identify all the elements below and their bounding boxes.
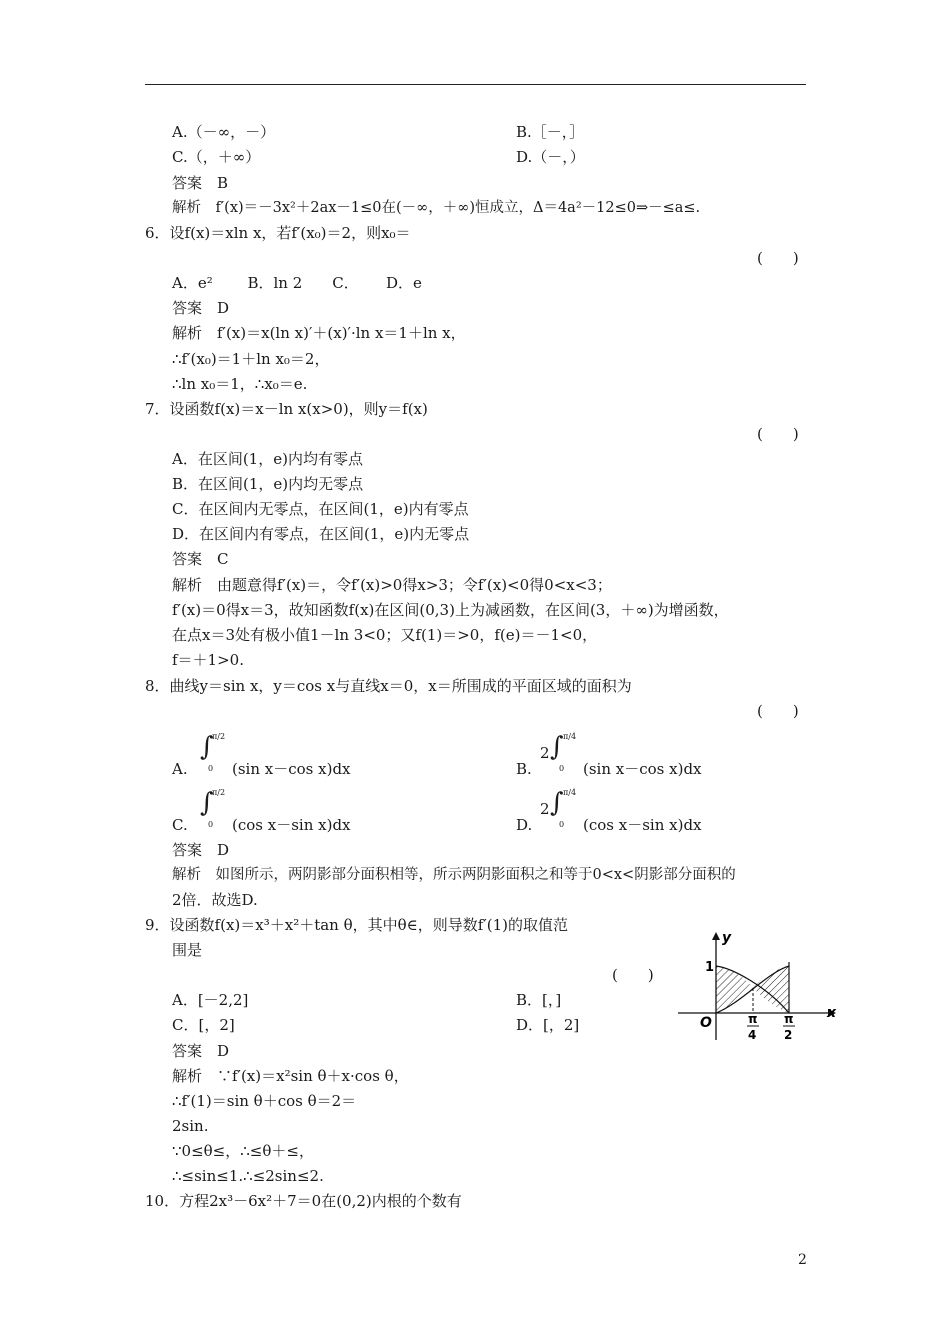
q6-paren: ( ): [757, 249, 799, 267]
q7-answer: 答案 C: [172, 550, 229, 568]
q8-option-b-lower-limit: 0: [559, 764, 565, 773]
q8-answer: 答案 D: [172, 841, 230, 859]
q9-analysis-5: ∴≤sin≤1.∴≤2sin≤2.: [172, 1167, 324, 1185]
q8-option-a-upper-limit: π/2: [212, 732, 226, 741]
q8-option-b-coefficient: 2: [540, 744, 550, 762]
q7-analysis-2: f′(x)＝0得x＝3，故知函数f(x)在区间(0,3)上为减函数，在区间(3，＋∞)为增函数，: [172, 601, 729, 619]
q8-stem: 8．曲线y＝sin x，y＝cos x与直线x＝0，x＝所围成的平面区域的面积为: [145, 677, 632, 695]
q6-analysis-2: ∴f′(x₀)＝1＋ln x₀＝2，: [172, 350, 330, 368]
q5-option-c: C.（，＋∞）: [172, 148, 261, 166]
q6-options: A．e² B．ln 2 C． D．e: [172, 274, 422, 292]
q8-option-b-integrand: (sin x－cos x)dx: [583, 760, 702, 778]
q6-analysis-3: ∴ln x₀＝1，∴x₀＝e.: [172, 375, 308, 393]
pi-over-4-numerator: π: [748, 1012, 758, 1026]
q9-option-b: B．[，]: [516, 991, 562, 1009]
pi-over-4-denominator: 4: [748, 1028, 757, 1042]
q7-option-a: A．在区间(1，e)内均有零点: [172, 450, 363, 468]
q8-option-d-lower-limit: 0: [559, 820, 565, 829]
q8-option-a-label: A.: [172, 760, 188, 778]
pi-over-2-numerator: π: [784, 1012, 794, 1026]
q8-paren: ( ): [757, 702, 799, 720]
q8-option-b-upper-limit: π/4: [563, 732, 577, 741]
q9-option-c: C．[，2]: [172, 1016, 235, 1034]
q8-option-b-label: B.: [516, 760, 532, 778]
q8-option-c-upper-limit: π/2: [212, 788, 226, 797]
q7-paren: ( ): [757, 425, 799, 443]
q8-option-d-upper-limit: π/4: [563, 788, 577, 797]
integral-sign-icon: ∫: [200, 788, 214, 818]
y-tick-one: 1: [705, 960, 715, 975]
shaded-region-right: [753, 966, 789, 1013]
q8-analysis-2: 2倍．故选D.: [172, 891, 258, 909]
q9-analysis-2: ∴f′(1)＝sin θ＋cos θ＝2＝: [172, 1092, 357, 1110]
q9-stem-2: 围是: [172, 941, 203, 959]
q6-stem: 6．设f(x)＝xln x，若f′(x₀)＝2，则x₀＝: [145, 224, 411, 242]
q8-option-a-integrand: (sin x－cos x)dx: [232, 760, 351, 778]
q5-option-a: A.（－∞，－）: [172, 123, 276, 141]
shaded-region-left: [716, 966, 753, 1013]
x-axis-label: x: [827, 1005, 837, 1021]
q9-analysis-1: 解析 ∵f′(x)＝x²sin θ＋x·cos θ，: [172, 1067, 409, 1085]
q8-analysis-1: 解析 如图所示，两阴影部分面积相等，所示两阴影面积之和等于0<x<阴影部分面积的: [172, 867, 736, 883]
integral-sign-icon: ∫: [550, 732, 564, 762]
sin-cos-area-figure: [670, 922, 850, 1047]
q5-analysis: 解析 f′(x)＝－3x²＋2ax－1≤0在(－∞，＋∞)恒成立，Δ＝4a²－12≤0⇒－≤a≤.: [172, 200, 701, 216]
q7-analysis-3: 在点x＝3处有极小值1－ln 3<0；又f(1)＝>0，f(e)＝－1<0，: [172, 626, 598, 644]
q9-stem-1: 9．设函数f(x)＝x³＋x²＋tan θ，其中θ∈，则导数f′(1)的取值范: [145, 916, 568, 934]
q8-option-d-integrand: (cos x－sin x)dx: [583, 816, 702, 834]
q7-stem: 7．设函数f(x)＝x－ln x(x>0)，则y＝f(x): [145, 400, 428, 418]
q8-option-d-coefficient: 2: [540, 800, 550, 818]
header-rule: [145, 84, 806, 85]
q6-analysis-1: 解析 f′(x)＝x(ln x)′＋(x)′·ln x＝1＋ln x，: [172, 324, 466, 342]
q9-paren: ( ): [612, 966, 654, 984]
q5-option-b: B.［－，］: [516, 123, 585, 141]
q7-option-d: D．在区间内有零点，在区间(1，e)内无零点: [172, 525, 470, 543]
q5-answer: 答案 B: [172, 174, 229, 192]
y-axis-arrow-icon: [712, 932, 720, 940]
q9-answer: 答案 D: [172, 1042, 230, 1060]
q8-option-c-label: C.: [172, 816, 188, 834]
y-axis-label: y: [722, 930, 732, 946]
q5-option-d: D.（－，）: [516, 148, 585, 166]
q8-option-d-label: D.: [516, 816, 533, 834]
q7-analysis-1: 解析 由题意得f′(x)＝，令f′(x)>0得x>3；令f′(x)<0得0<x<3；: [172, 576, 612, 594]
q7-analysis-4: f＝＋1>0.: [172, 651, 244, 669]
page-number: 2: [798, 1252, 807, 1268]
integral-sign-icon: ∫: [550, 788, 564, 818]
origin-label: O: [700, 1015, 712, 1031]
q9-option-a: A．[－2,2]: [172, 991, 249, 1009]
q8-option-c-integrand: (cos x－sin x)dx: [232, 816, 351, 834]
q9-analysis-3: 2sin.: [172, 1117, 209, 1135]
q6-answer: 答案 D: [172, 299, 230, 317]
q9-option-d: D．[，2]: [516, 1016, 580, 1034]
q10-stem: 10．方程2x³－6x²＋7＝0在(0,2)内根的个数有: [145, 1192, 462, 1210]
q8-option-c-lower-limit: 0: [208, 820, 214, 829]
q7-option-c: C．在区间内无零点，在区间(1，e)内有零点: [172, 500, 469, 518]
pi-over-2-denominator: 2: [784, 1028, 793, 1042]
q8-option-a-lower-limit: 0: [208, 764, 214, 773]
integral-sign-icon: ∫: [200, 732, 214, 762]
q9-analysis-4: ∵0≤θ≤，∴≤θ＋≤，: [172, 1142, 314, 1160]
q7-option-b: B．在区间(1，e)内均无零点: [172, 475, 364, 493]
